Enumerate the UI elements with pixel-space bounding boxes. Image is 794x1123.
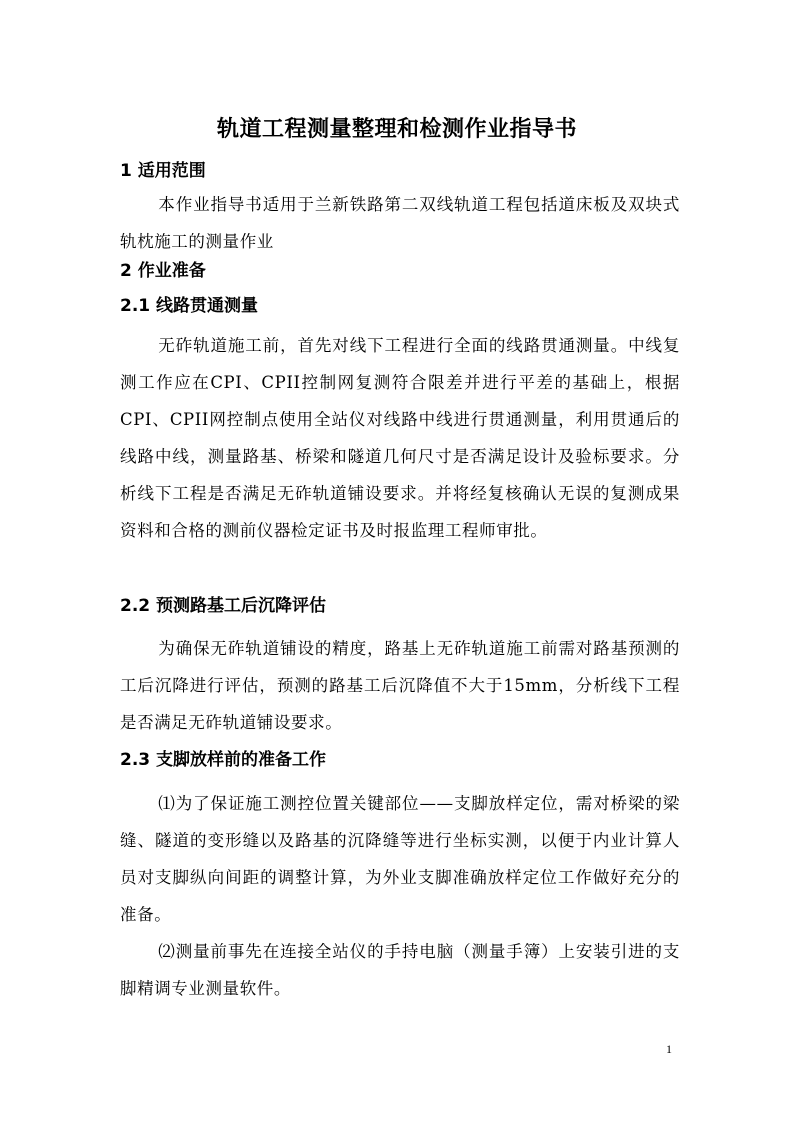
section-2-1-heading: 2.1 线路贯通测量: [120, 296, 259, 316]
section-1-heading: 1 适用范围: [120, 161, 206, 181]
section-2-3-paragraph-2: [120, 933, 680, 1007]
section-2-1-paragraph: [120, 327, 680, 549]
section-2-2-heading: 2.2 预测路基工后沉降评估: [120, 596, 327, 616]
section-2-3-text-1: ⑴为了保证施工测控位置关键部位——支脚放样定位，需对桥梁的梁缝、隧道的变形缝以及路基的沉降缝等进行坐标实测，以便于内业计算人员对支脚纵向间距的调整计算，为外业支脚准确放样定位工作做好充分的准备。: [120, 794, 680, 924]
section-2-heading: 2 作业准备: [120, 261, 206, 281]
section-1-paragraph: [120, 186, 680, 260]
section-2-2-paragraph: [120, 630, 680, 741]
document-title: 轨道工程测量整理和检测作业指导书: [216, 117, 577, 142]
section-2-3-paragraph-1: [120, 785, 680, 933]
section-2-3-text-2: ⑵测量前事先在连接全站仪的手持电脑（测量手簿）上安装引进的支脚精调专业测量软件。: [120, 942, 680, 998]
section-1-text: 本作业指导书适用于兰新铁路第二双线轨道工程包括道床板及双块式轨枕施工的测量作业: [120, 195, 680, 251]
page-number: 1: [666, 1042, 672, 1056]
section-2-2-text: 为确保无砟轨道铺设的精度，路基上无砟轨道施工前需对路基预测的工后沉降进行评估，预测的路基工后沉降值不大于15mm，分析线下工程是否满足无砟轨道铺设要求。: [120, 639, 680, 732]
section-2-3-heading: 2.3 支脚放样前的准备工作: [120, 750, 327, 770]
section-2-1-text: 无砟轨道施工前，首先对线下工程进行全面的线路贯通测量。中线复测工作应在CPI、CPII控制网复测符合限差并进行平差的基础上，根据CPI、CPII网控制点使用全站仪对线路中线进行贯通测量，利用贯通后的线路中线，测量路基、桥梁和隧道几何尺寸是否满足设计及验标要求。分析线下工程是否满足无砟轨道铺设要求。并将经复核确认无误的复测成果资料和合格的测前仪器检定证书及时报监理工程师审批。: [120, 336, 680, 540]
